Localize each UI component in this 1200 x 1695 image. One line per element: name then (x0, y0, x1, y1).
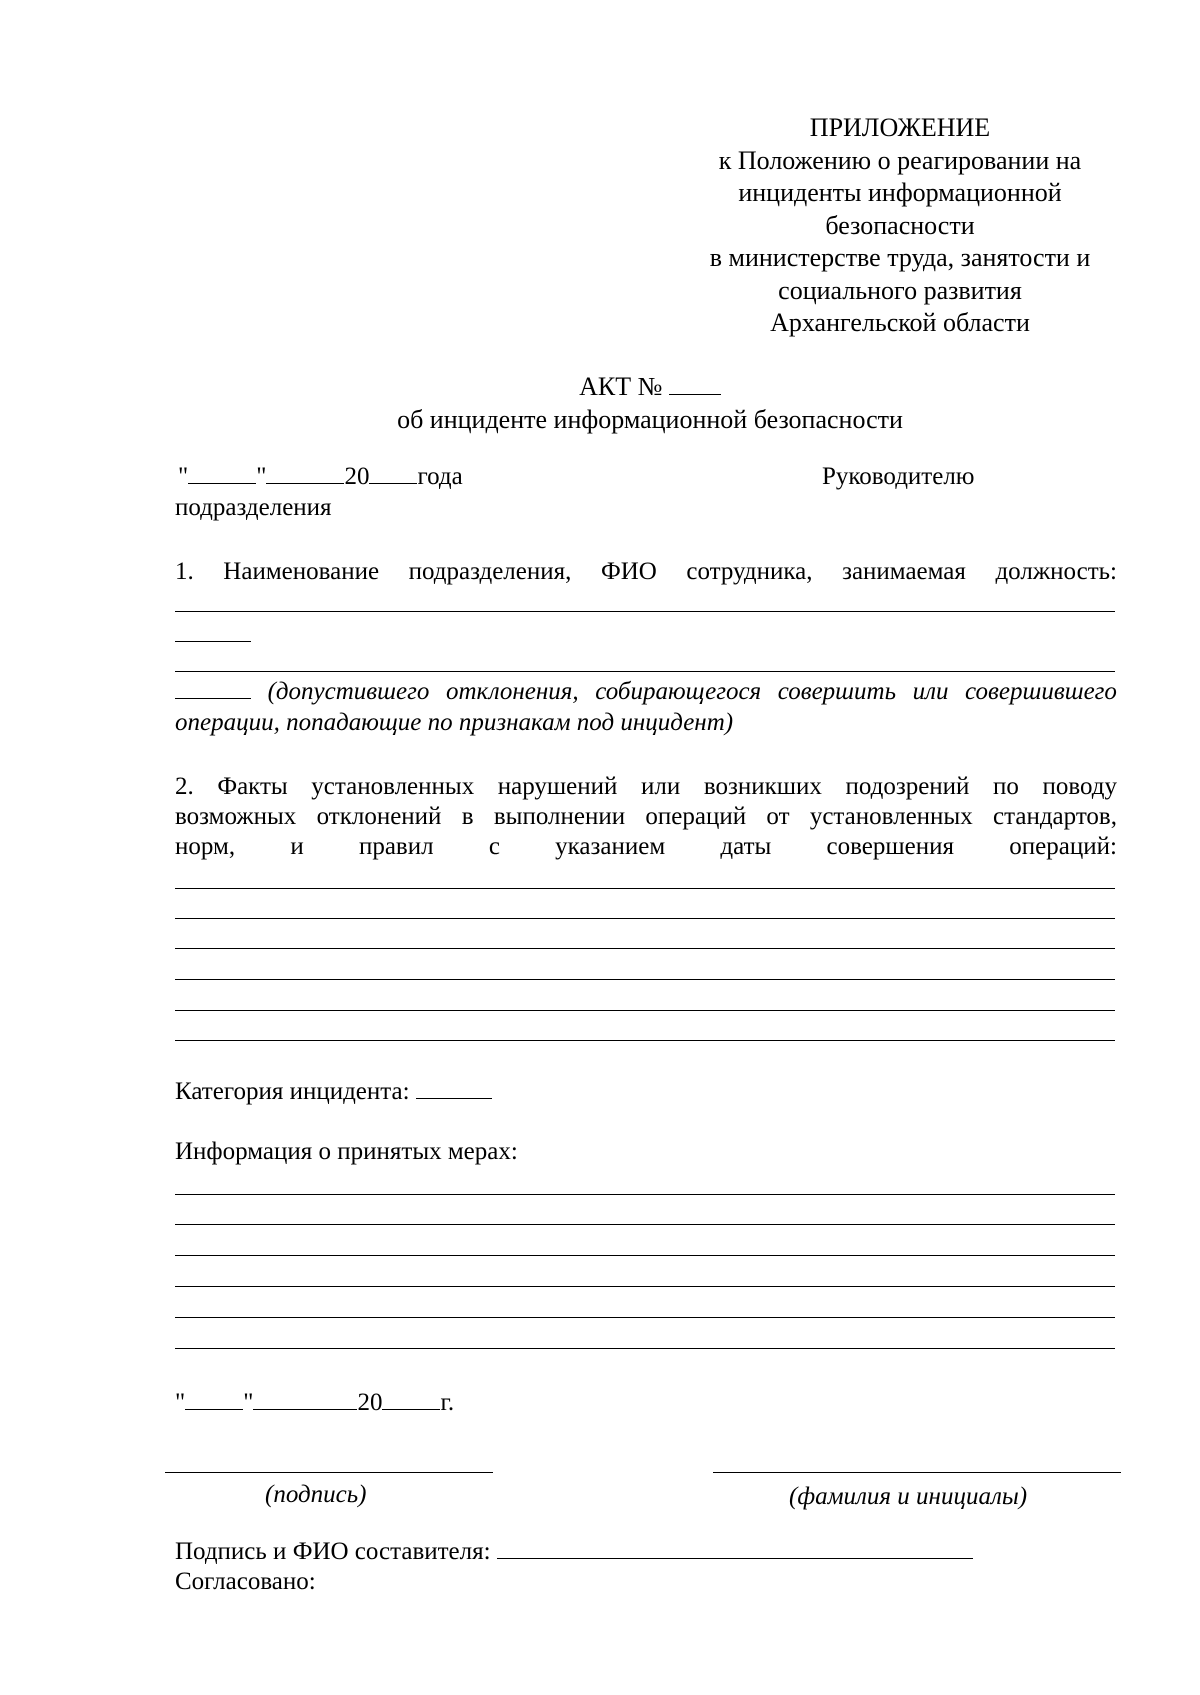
word: или (912, 678, 949, 705)
word: совершения (826, 833, 955, 860)
act-title (0, 371, 1200, 403)
year-suffix: г. (440, 1389, 455, 1416)
header-line: безопасности (825, 210, 975, 240)
fill-line (175, 641, 251, 642)
word: отклонений (316, 803, 442, 830)
act-title-text: АКТ № (579, 372, 663, 401)
appendix-header (680, 112, 1120, 340)
word: установленных (809, 803, 973, 830)
word: 2. (175, 773, 194, 800)
fill-line (175, 1040, 1115, 1041)
word: стандартов, (993, 803, 1117, 830)
word: операций: (1009, 833, 1117, 860)
date-line (178, 462, 463, 492)
compiler-blank (497, 1538, 973, 1559)
header-line: Архангельской области (770, 308, 1030, 337)
incident-category (175, 1077, 492, 1107)
measures-label: Информация о принятых мерах: (175, 1138, 518, 1165)
section1-note (175, 677, 1117, 707)
word: занимаемая (842, 558, 966, 585)
addressee-cont: подразделения (175, 494, 332, 521)
agreed-label: Согласовано: (175, 1568, 316, 1595)
header-line: ПРИЛОЖЕНИЕ (809, 113, 991, 142)
fill-line (175, 1286, 1115, 1287)
word: Наименование (223, 558, 380, 585)
year-word: года (417, 463, 463, 490)
quote-mark: " (175, 1389, 186, 1416)
word: 1. (175, 558, 194, 585)
section2-line1 (175, 772, 1117, 802)
fill-line (175, 948, 1115, 949)
fill-line (175, 979, 1115, 980)
name-line (713, 1472, 1121, 1473)
word: норм, (175, 833, 236, 860)
word: возникших (703, 773, 822, 800)
section2-line3 (175, 832, 1117, 862)
quote-mark: " (178, 463, 189, 490)
year-blank (382, 1389, 440, 1410)
header-line: инциденты информационной (738, 178, 1062, 207)
addressee: Руководителю (822, 463, 975, 490)
word: операций (645, 803, 747, 830)
month-blank (266, 463, 344, 484)
header-line: к Положению о реагировании на (718, 145, 1082, 175)
section2-line2 (175, 802, 1117, 832)
word: по (993, 773, 1019, 800)
word: выполнении (493, 803, 626, 830)
name-caption: (фамилия и инициалы) (789, 1483, 1028, 1510)
fill-line (175, 1255, 1115, 1256)
year-prefix: 20 (344, 463, 370, 490)
word: отклонения, (445, 678, 579, 705)
signature-line (165, 1472, 493, 1473)
act-subtitle: об инциденте информационной безопасности (397, 405, 903, 434)
word: ФИО (600, 558, 657, 585)
section1-heading (175, 557, 1117, 587)
word: установленных (311, 773, 475, 800)
bottom-date-line (175, 1388, 454, 1418)
word: совершившего (965, 678, 1117, 705)
word: нарушений (497, 773, 618, 800)
category-blank (416, 1078, 492, 1099)
compiler-label: Подпись и ФИО составителя: (175, 1538, 491, 1565)
year-prefix: 20 (357, 1389, 383, 1416)
quote-mark: " (256, 463, 267, 490)
word: подразделения, (408, 558, 572, 585)
word: или (641, 773, 681, 800)
year-blank (369, 463, 417, 484)
category-label: Категория инцидента: (175, 1078, 410, 1105)
fill-line (175, 1317, 1115, 1318)
word: Факты (217, 773, 288, 800)
fill-line (175, 1348, 1115, 1349)
day-blank (188, 463, 256, 484)
fill-line (175, 1194, 1115, 1195)
word: с (488, 833, 500, 860)
header-line: в министерстве труда, занятости и (709, 243, 1091, 272)
compiler-signature (175, 1537, 973, 1567)
word: от (766, 803, 790, 830)
word: и (290, 833, 304, 860)
word: собирающегося (595, 678, 762, 705)
word: возможных (175, 803, 297, 830)
fill-line (175, 888, 1115, 889)
word: сотрудника, (686, 558, 813, 585)
fill-line (175, 611, 1115, 612)
section1-note-cont: операции, попадающие по признакам под инцидент) (175, 709, 734, 736)
header-line: социального развития (778, 275, 1022, 305)
word: правил (358, 833, 434, 860)
word: поводу (1042, 773, 1117, 800)
word: подозрений (845, 773, 970, 800)
act-number-blank (669, 372, 721, 395)
fill-line (175, 918, 1115, 919)
signature-caption: (подпись) (265, 1481, 367, 1508)
word: совершить (777, 678, 896, 705)
day-blank (185, 1389, 243, 1410)
fill-line (175, 1010, 1115, 1011)
word: даты (720, 833, 772, 860)
blank-prefix (175, 677, 251, 707)
word: должность: (995, 558, 1117, 585)
word: в (461, 803, 474, 830)
quote-mark: " (243, 1389, 254, 1416)
fill-line (175, 1224, 1115, 1225)
word: (допустившего (267, 678, 430, 705)
month-blank (253, 1389, 357, 1410)
word: указанием (555, 833, 666, 860)
fill-line (175, 671, 1115, 672)
